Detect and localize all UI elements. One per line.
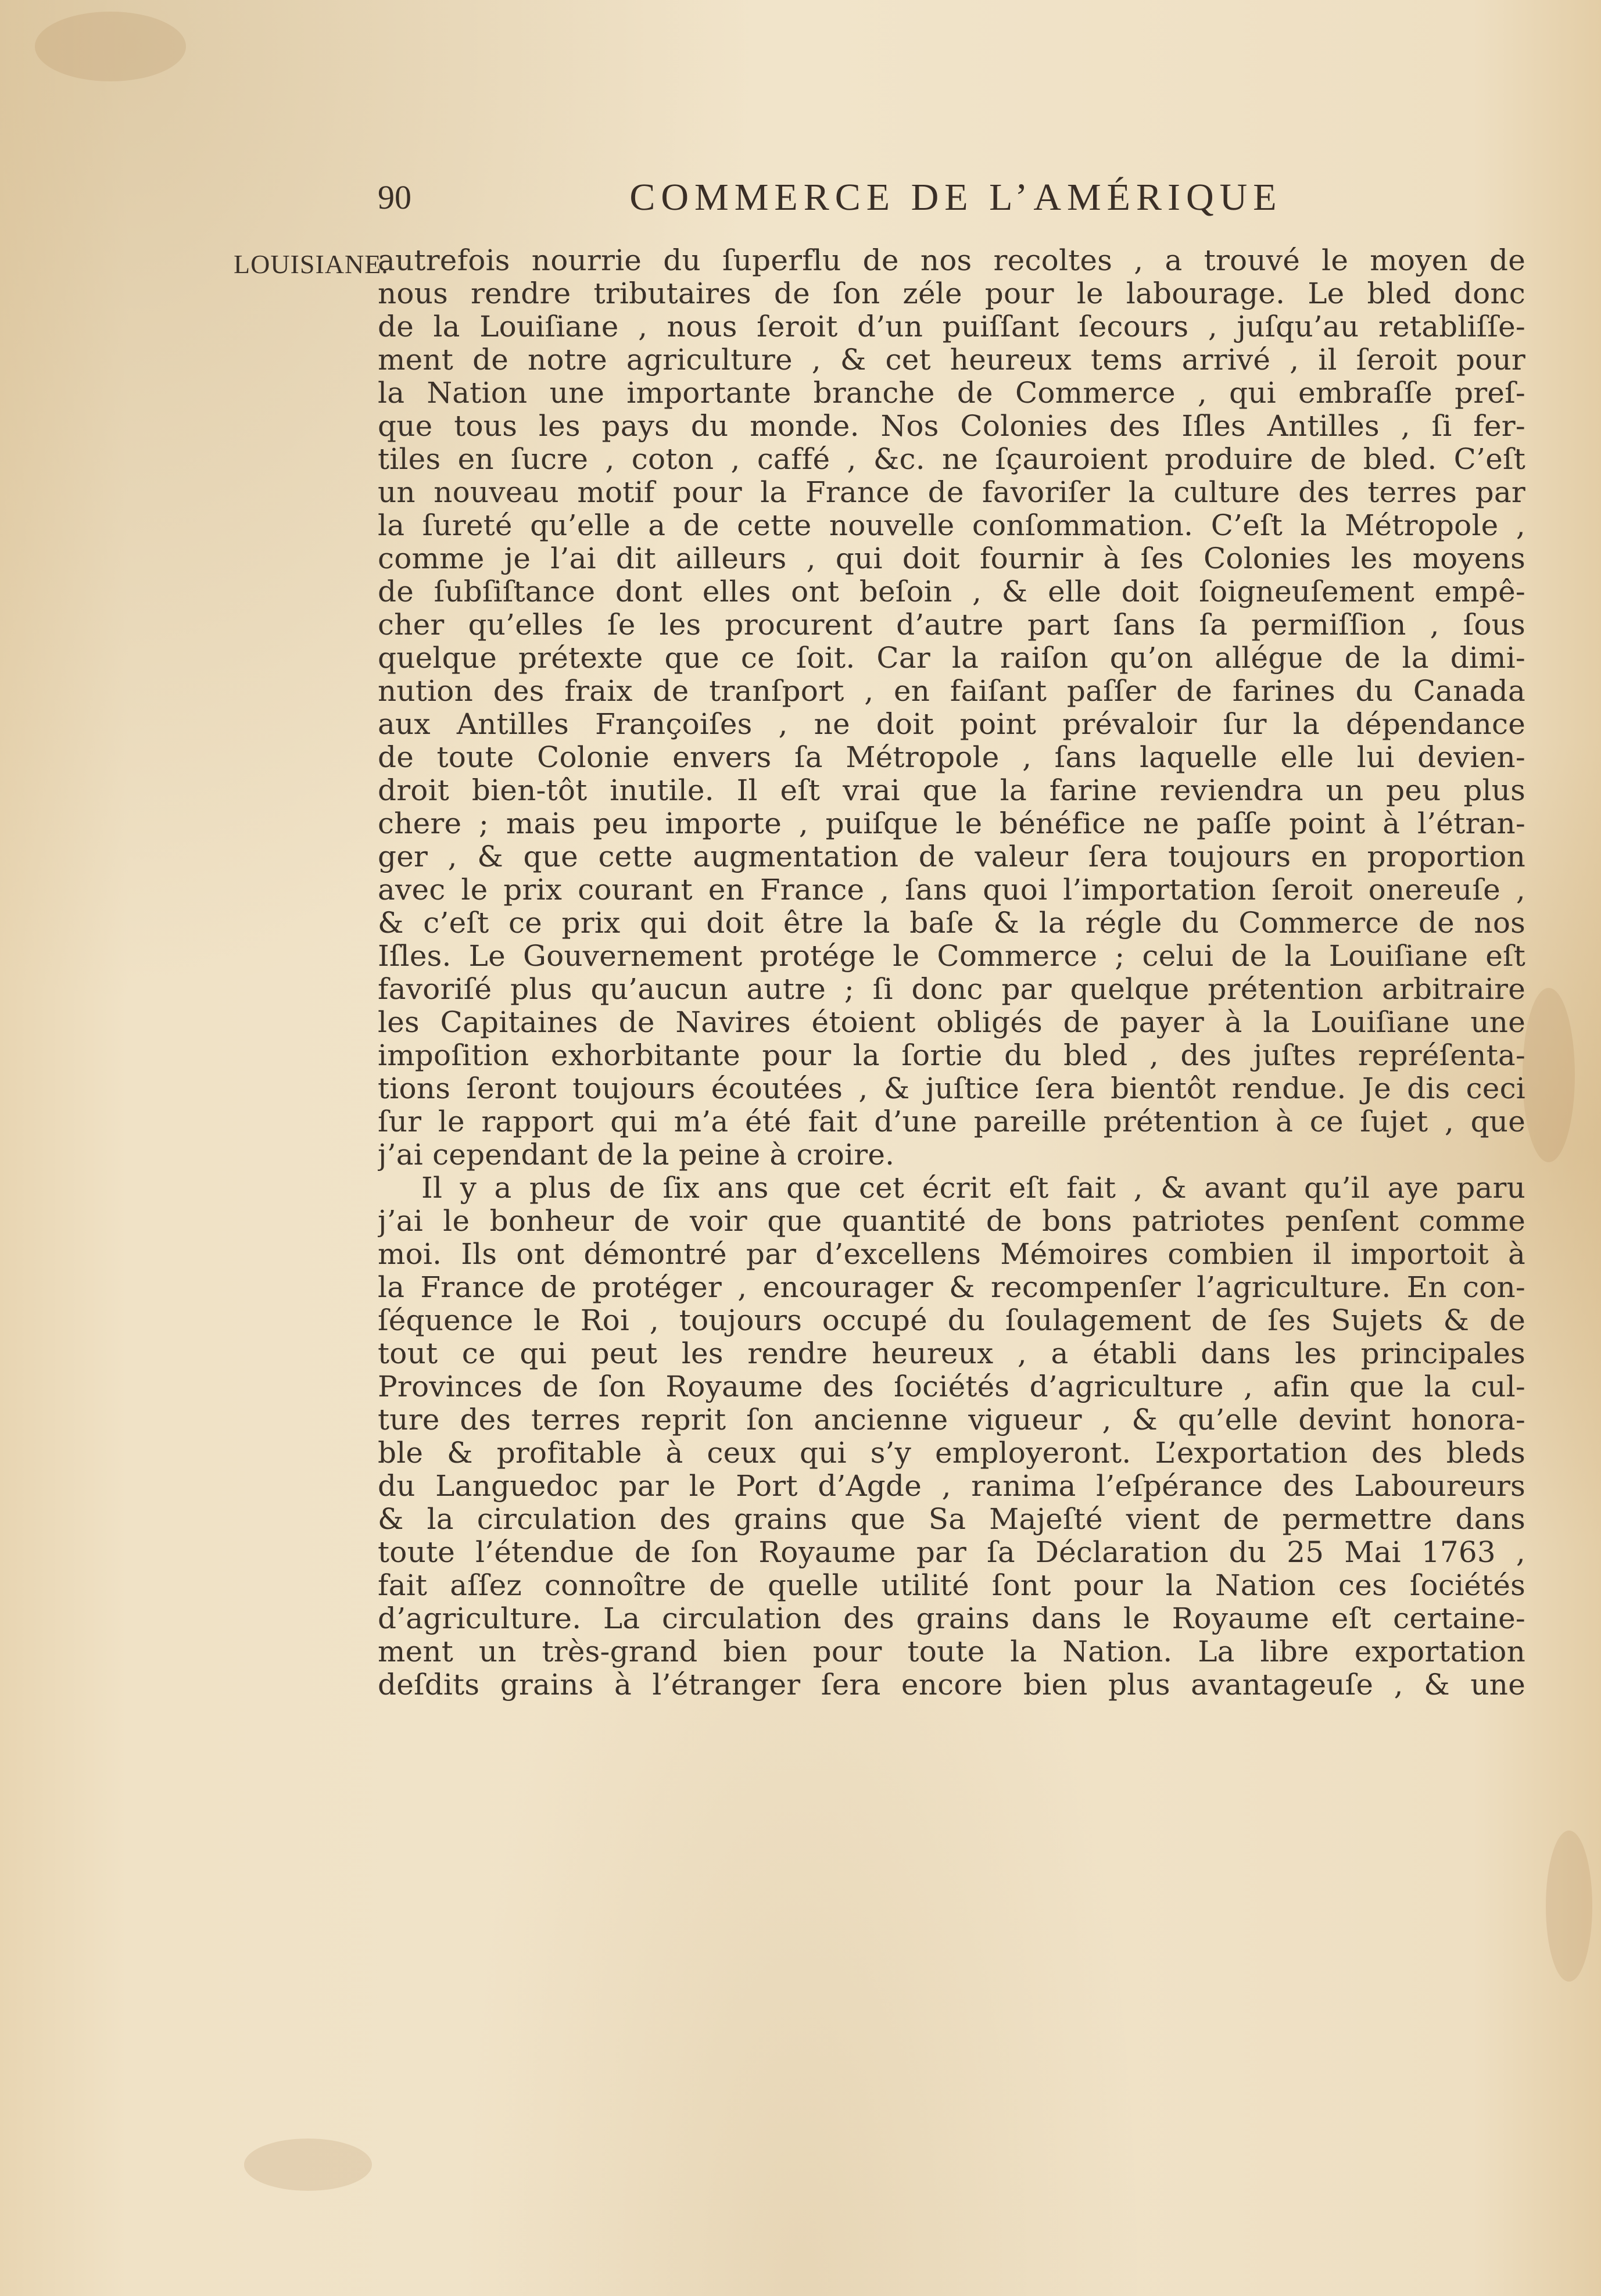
text-line: tiles en ſucre , coton , caffé , &c. ne ſçauroient produire de bled. C’eſt [378, 443, 1525, 476]
margin-note: LOUISIANE. [234, 249, 389, 279]
text-line: ſur le rapport qui m’a été fait d’une pareille prétention à ce ſujet , que [378, 1105, 1525, 1138]
body-text [378, 244, 1525, 1702]
text-line: un nouveau motif pour la France de favoriſer la culture des terres par [378, 476, 1525, 509]
page-number: 90 [378, 178, 411, 216]
text-line: Provinces de ſon Royaume des ſociétés d’agriculture , afin que la cul- [378, 1370, 1525, 1403]
text-line: fait aſſez connoître de quelle utilité ſont pour la Nation ces ſociétés [378, 1569, 1525, 1602]
text-line: aux Antilles Françoiſes , ne doit point prévaloir ſur la dépendance [378, 708, 1525, 741]
text-line: la ſureté qu’elle a de cette nouvelle conſommation. C’eſt la Métropole , [378, 509, 1525, 542]
text-line: favoriſé plus qu’aucun autre ; ſi donc par quelque prétention arbitraire [378, 973, 1525, 1006]
text-line: de ſubſiſtance dont elles ont beſoin , & elle doit ſoigneuſement empê- [378, 575, 1525, 608]
text-line: ture des terres reprit ſon ancienne vigueur , & qu’elle devint honora- [378, 1403, 1525, 1437]
text-line: les Capitaines de Navires étoient obligés de payer à la Louiſiane une [378, 1006, 1525, 1039]
paper-stain [1546, 1831, 1592, 1982]
text-line: d’agriculture. La circulation des grains dans le Royaume eſt certaine- [378, 1602, 1525, 1635]
text-line: ment de notre agriculture , & cet heureux tems arrivé , il ſeroit pour [378, 343, 1525, 377]
text-line: du Languedoc par le Port d’Agde , ranima l’eſpérance des Laboureurs [378, 1470, 1525, 1503]
running-title: COMMERCE DE L’AMÉRIQUE [629, 176, 1283, 219]
text-line: deſdits grains à l’étranger ſera encore bien plus avantageuſe , & une [378, 1668, 1525, 1702]
text-line: nous rendre tributaires de ſon zéle pour le labourage. Le bled donc [378, 277, 1525, 310]
text-line: autrefois nourrie du ſuperflu de nos recoltes , a trouvé le moyen de [378, 244, 1525, 277]
text-line: j’ai cependant de la peine à croire. [378, 1138, 895, 1172]
text-line: toute l’étendue de ſon Royaume par ſa Déclaration du 25 Mai 1763 , [378, 1536, 1525, 1569]
text-line: nution des fraix de tranſport , en faiſant paſſer de farines du Canada [378, 675, 1525, 708]
text-line: impoſition exhorbitante pour la ſortie du bled , des juſtes repréſenta- [378, 1039, 1525, 1072]
running-header [378, 174, 1337, 221]
text-line: & la circulation des grains que Sa Majeſté vient de permettre dans [378, 1503, 1525, 1536]
text-line: ſéquence le Roi , toujours occupé du ſoulagement de ſes Sujets & de [378, 1304, 1525, 1337]
text-line: la France de protéger , encourager & recompenſer l’agriculture. En con- [378, 1271, 1525, 1304]
text-line: de la Louiſiane , nous ſeroit d’un puiſſant ſecours , juſqu’au retabliſſe- [378, 310, 1525, 343]
paper-stain [1523, 988, 1575, 1162]
text-line: chere ; mais peu importe , puiſque le bénéfice ne paſſe point à l’étran- [378, 807, 1525, 840]
text-line: Iſles. Le Gouvernement protége le Commerce ; celui de la Louiſiane eſt [378, 940, 1525, 973]
text-line: avec le prix courant en France , ſans quoi l’importation ſeroit onereuſe , [378, 873, 1525, 907]
paper-stain [35, 12, 186, 81]
text-line: moi. Ils ont démontré par d’excellens Mémoires combien il importoit à [378, 1238, 1525, 1271]
paragraph [378, 1172, 1525, 1702]
text-line: Il y a plus de ſix ans que cet écrit eſt fait , & avant qu’il aye paru [421, 1172, 1525, 1205]
text-line: quelque prétexte que ce ſoit. Car la raiſon qu’on allégue de la dimi- [378, 642, 1525, 675]
text-line: ment un très-grand bien pour toute la Nation. La libre exportation [378, 1635, 1525, 1668]
text-line: que tous les pays du monde. Nos Colonies des Iſles Antilles , ſi fer- [378, 410, 1525, 443]
text-line: & c’eſt ce prix qui doit être la baſe & la régle du Commerce de nos [378, 907, 1525, 940]
text-line: tout ce qui peut les rendre heureux , a établi dans les principales [378, 1337, 1525, 1370]
text-line: ble & profitable à ceux qui s’y employeront. L’exportation des bleds [378, 1437, 1525, 1470]
text-line: comme je l’ai dit ailleurs , qui doit fournir à ſes Colonies les moyens [378, 542, 1525, 575]
text-line: cher qu’elles ſe les procurent d’autre part ſans ſa permiſſion , ſous [378, 608, 1525, 642]
text-line: de toute Colonie envers ſa Métropole , ſans laquelle elle lui devien- [378, 741, 1525, 774]
paper-stain [244, 2139, 372, 2191]
text-line: j’ai le bonheur de voir que quantité de bons patriotes penſent comme [378, 1205, 1525, 1238]
text-line: la Nation une importante branche de Commerce , qui embraſſe preſ- [378, 377, 1525, 410]
text-line: ger , & que cette augmentation de valeur ſera toujours en proportion [378, 840, 1525, 873]
text-line: tions ſeront toujours écoutées , & juſtice ſera bientôt rendue. Je dis ceci [378, 1072, 1525, 1105]
paragraph [378, 244, 1525, 1172]
text-line: droit bien-tôt inutile. Il eſt vrai que la farine reviendra un peu plus [378, 774, 1525, 807]
